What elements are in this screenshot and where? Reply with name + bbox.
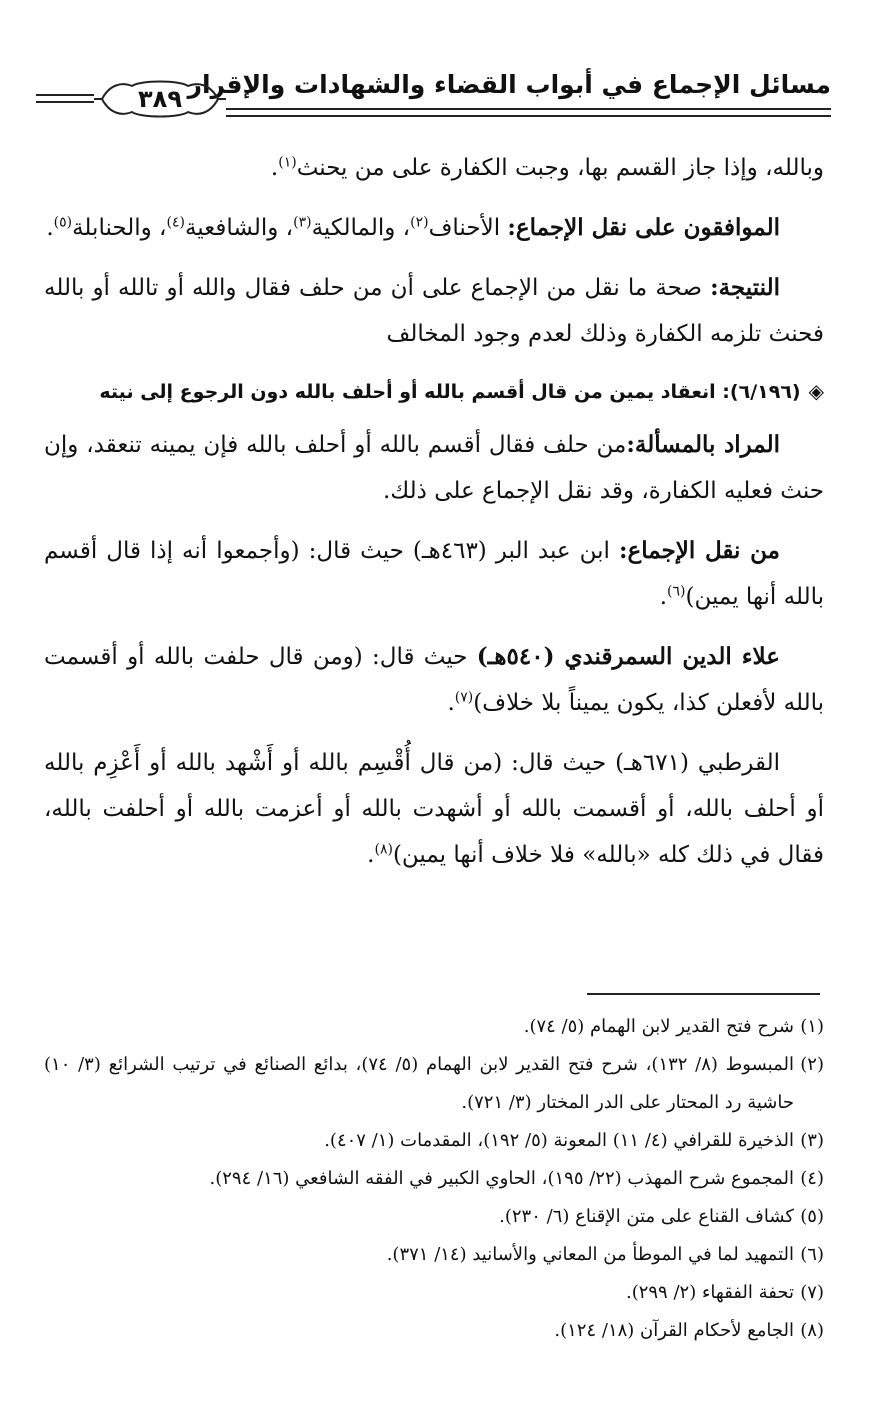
footnote-ref-8: (٨) (374, 841, 393, 858)
footnote-number: (١) (800, 1016, 824, 1037)
qurtubi-text: القرطبي (٦٧١هـ) حيث قال: (من قال أُقْسِم بالله أو أَشْهد بالله أو أَعْزِم بالله أو أحلف بالله، أو أقسمت بالله أو أشهدت بالله أو أعزمت بالله أو أحلفت بالله، فقال في ذلك كله «بالله» فلا خلاف أنها يمين) (44, 750, 824, 868)
footnote-ref-2: (٢) (410, 214, 429, 231)
agreeing-maliki: ، والمالكية (311, 215, 411, 241)
paragraph-1 (44, 145, 824, 191)
transmitters-end: . (659, 584, 668, 610)
footnote-ref-1: (١) (278, 154, 297, 171)
footnote-ref-5: (٥) (53, 214, 73, 231)
result-text: صحة ما نقل من الإجماع على أن من حلف فقال والله أو تالله أو بالله فحنث تلزمه الكفارة وذلك لعدم وجود المخالف (44, 275, 824, 347)
meaning-label: المراد بالمسألة: (626, 431, 781, 458)
paragraph-transmitters (44, 528, 824, 620)
paragraph-meaning (44, 422, 824, 514)
footnote-text: تحفة الفقهاء (٢/ ٢٩٩). (625, 1282, 794, 1303)
meaning-text: من حلف فقال أقسم بالله أو أحلف بالله فإن يمينه تنعقد، وإن حنث فعليه الكفارة، وقد نقل الإجماع على ذلك. (44, 432, 824, 504)
paragraph-1-end: . (270, 155, 279, 181)
agreeing-shafii: ، والشافعية (184, 215, 294, 241)
paragraph-agreeing (44, 205, 824, 251)
footnote-text: الذخيرة للقرافي (٤/ ١١) المعونة (٥/ ١٩٢)، المقدمات (١/ ٤٠٧). (324, 1130, 794, 1151)
footnote-separator (587, 993, 820, 995)
paragraph-1-text: وبالله، وإذا جاز القسم بها، وجبت الكفارة على من يحنث (296, 155, 824, 181)
qurtubi-end: . (367, 842, 375, 868)
footnote-item (44, 1274, 824, 1312)
result-label: النتيجة: (710, 274, 780, 301)
footnote-ref-6: (٦) (667, 583, 686, 600)
footnote-item (44, 1198, 824, 1236)
footnote-ref-7: (٧) (454, 689, 474, 706)
paragraph-qurtubi (44, 740, 824, 878)
footnote-item (44, 1046, 824, 1122)
issue-heading (44, 371, 824, 412)
page-number: ٣٨٩ (138, 85, 182, 113)
header-rule-left (36, 94, 94, 103)
footnote-number: (٧) (800, 1282, 824, 1303)
agreeing-end: . (46, 215, 54, 241)
transmitters-label: من نقل الإجماع: (618, 537, 780, 564)
main-text (44, 145, 824, 892)
footnote-number: (٦) (800, 1244, 824, 1265)
footnote-number: (٨) (800, 1320, 824, 1341)
issue-title: (٦/١٩٦): انعقاد يمين من قال أقسم بالله أو أحلف بالله دون الرجوع إلى نيته (99, 381, 801, 403)
footnote-item (44, 1312, 824, 1350)
footnote-text: التمهيد لما في الموطأ من المعاني والأسانيد (١٤/ ٣٧١). (386, 1244, 794, 1265)
footnote-number: (٢) (800, 1054, 824, 1075)
footnote-item (44, 1122, 824, 1160)
samarqandi-end: . (447, 690, 455, 716)
footnote-ref-4: (٤) (166, 214, 185, 231)
transmitters-text: ابن عبد البر (٤٦٣هـ) حيث قال: (وأجمعوا أنه إذا قال أقسم بالله أنها يمين) (44, 538, 824, 610)
footnote-text: المجموع شرح المهذب (٢٢/ ١٩٥)، الحاوي الكبير في الفقه الشافعي (١٦/ ٢٩٤). (209, 1168, 794, 1189)
footnote-ref-3: (٣) (293, 214, 312, 231)
agreeing-label: الموافقون على نقل الإجماع: (507, 214, 780, 241)
diamond-bullet-icon: ◈ (808, 379, 824, 403)
page-number-ornament (92, 76, 228, 122)
footnote-text: المبسوط (٨/ ١٣٢)، شرح فتح القدير لابن الهمام (٥/ ٧٤)، بدائع الصنائع في ترتيب الشرائع (٣/ ١٠) حاشية رد المحتار على الدر المختار (٣/ ٧٢١). (44, 1054, 794, 1113)
agreeing-hanafi: الأحناف (428, 215, 508, 241)
running-title: مسائل الإجماع في أبواب القضاء والشهادات والإقرار (187, 70, 831, 99)
footnote-item (44, 1008, 824, 1046)
page-header (36, 64, 831, 132)
agreeing-hanbali: ، والحنابلة (72, 215, 167, 241)
footnotes (44, 1008, 824, 1350)
samarqandi-label: علاء الدين السمرقندي (٥٤٠هـ) (476, 643, 780, 670)
footnote-text: الجامع لأحكام القرآن (١٨/ ١٢٤). (554, 1320, 794, 1341)
footnote-item (44, 1160, 824, 1198)
footnote-item (44, 1236, 824, 1274)
footnote-number: (٤) (800, 1168, 824, 1189)
samarqandi-text: حيث قال: (ومن قال حلفت بالله أو أقسمت بالله لأفعلن كذا، يكون يميناً بلا خلاف) (44, 644, 824, 716)
footnote-number: (٥) (800, 1206, 824, 1227)
footnote-number: (٣) (800, 1130, 824, 1151)
header-rule-right (226, 108, 831, 117)
footnote-text: شرح فتح القدير لابن الهمام (٥/ ٧٤). (523, 1016, 794, 1037)
paragraph-samarqandi (44, 634, 824, 726)
paragraph-result (44, 265, 824, 357)
footnote-text: كشاف القناع على متن الإقناع (٦/ ٢٣٠). (499, 1206, 794, 1227)
